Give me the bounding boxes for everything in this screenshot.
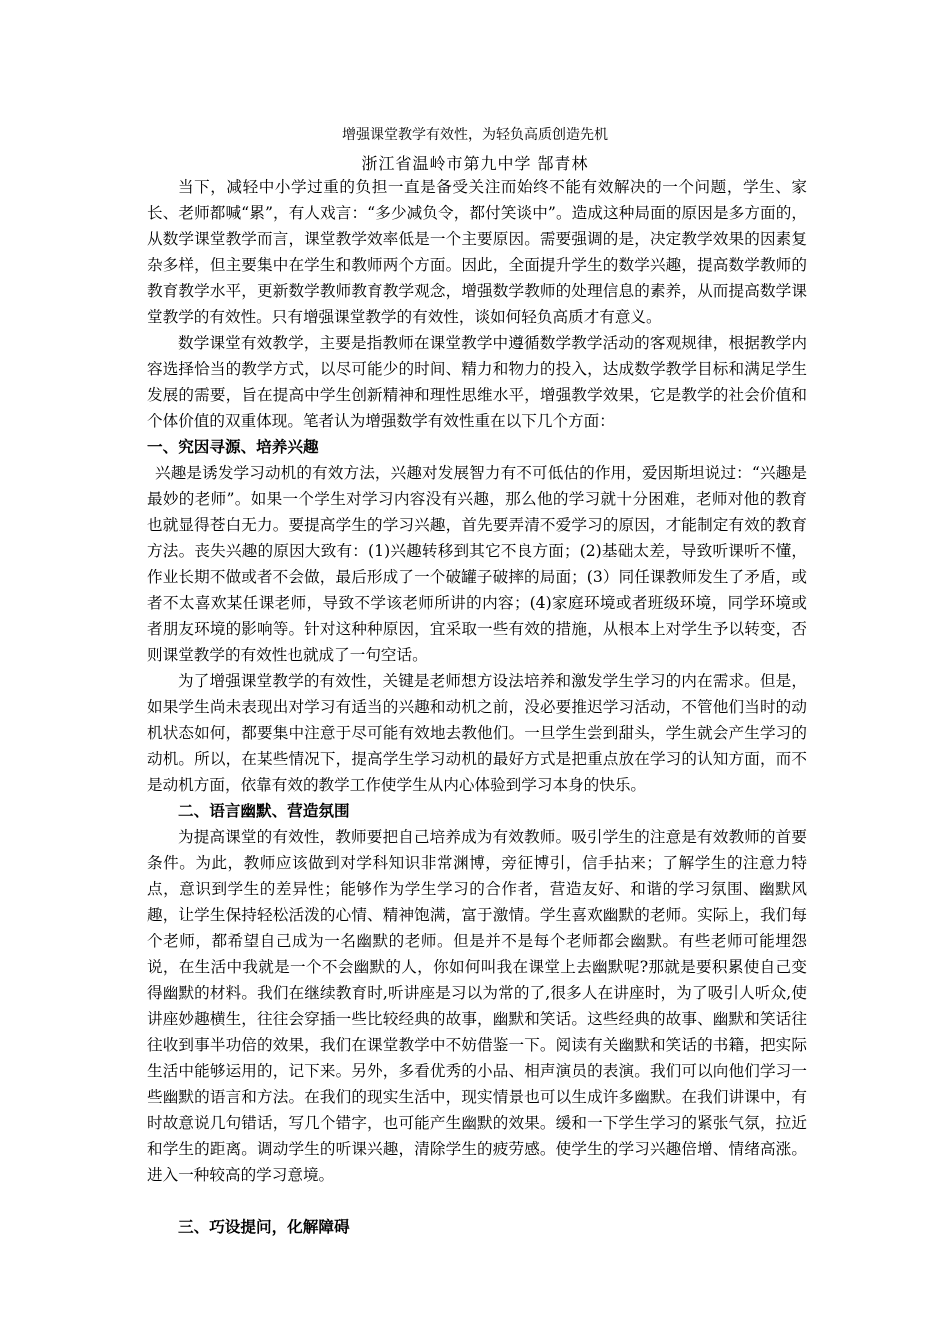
paragraph-motivation: 为了增强课堂教学的有效性，关键是老师想方设法培养和激发学生学习的内在需求。但是，如果学生尚未表现出对学习有适当的兴趣和动机之前，没必要推迟学习活动，不管他们当时的动机状态如何，都要集中注意于尽可能有效地去教他们。一旦学生尝到甜头，学生就会产生学习的动机。所以，在某些情况下，提高学生学习动机的最好方式是把重点放在学习的认知方面，而不是动机方面，依靠有效的教学工作使学生从内心体验到学习本身的快乐。 — [147, 672, 807, 794]
section-heading-3: 三、巧设提问，化解障碍 — [178, 1217, 350, 1236]
section-heading-2: 二、语言幽默、营造氛围 — [178, 801, 350, 820]
document-title: 增强课堂教学有效性，为轻负高质创造先机 — [342, 127, 608, 143]
section-heading-1: 一、究因寻源、培养兴趣 — [147, 437, 319, 456]
paragraph-definition: 数学课堂有效教学，主要是指教师在课堂教学中遵循数学教学活动的客观规律，根据教学内容选择恰当的教学方式，以尽可能少的时间、精力和物力的投入，达成数学教学目标和满足学生发展的需要，旨在提高中学生创新精神和理性思维水平，增强教学效果，它是教学的社会价值和个体价值的双重体现。笔者认为增强数学有效性重在以下几个方面： — [147, 334, 807, 430]
document-body — [147, 174, 807, 1240]
paragraph-humor: 为提高课堂的有效性，教师要把自己培养成为有效教师。吸引学生的注意是有效教师的首要条件。为此，教师应该做到对学科知识非常渊博，旁征博引，信手拈来；了解学生的注意力特点，意识到学生的差异性；能够作为学生学习的合作者，营造友好、和谐的学习氛围、幽默风趣，让学生保持轻松活泼的心情、精神饱满，富于激情。学生喜欢幽默的老师。实际上，我们每个老师，都希望自己成为一名幽默的老师。但是并不是每个老师都会幽默。有些老师可能埋怨说，在生活中我就是一个不会幽默的人，你如何叫我在课堂上去幽默呢?那就是要积累使自己变得幽默的材料。我们在继续教育时,听讲座是习以为常的了,很多人在讲座时，为了吸引人听众,使讲座妙趣横生，往往会穿插一些比较经典的故事，幽默和笑话。这些经典的故事、幽默和笑话往往收到事半功倍的效果，我们在课堂教学中不妨借鉴一下。阅读有关幽默和笑话的书籍，把实际生活中能够运用的，记下来。另外，多看优秀的小品、相声演员的表演。我们可以向他们学习一些幽默的语言和方法。在我们的现实生活中，现实情景也可以生成许多幽默。在我们讲课中，有时故意说几句错话，写几个错字，也可能产生幽默的效果。缓和一下学生学习的紧张气氛，拉近和学生的距离。调动学生的听课兴趣，清除学生的疲劳感。使学生的学习兴趣倍增、情绪高涨。进入一种较高的学习意境。 — [147, 828, 807, 1184]
paragraph-interest: 兴趣是诱发学习动机的有效方法，兴趣对发展智力有不可低估的作用，爱因斯坦说过：“兴趣是最妙的老师”。如果一个学生对学习内容没有兴趣，那么他的学习就十分困难，老师对他的教育也就显得苍白无力。要提高学生的学习兴趣，首先要弄清不爱学习的原因，才能制定有效的教育方法。丧失兴趣的原因大致有：(1)兴趣转移到其它不良方面；(2)基础太差，导致听课听不懂，作业长期不做或者不会做，最后形成了一个破罐子破摔的局面；(3）同任课教师发生了矛盾，或者不太喜欢某任课老师，导致不学该老师所讲的内容；(4)家庭环境或者班级环境，同学环境或者朋友环境的影响等。针对这种种原因，宜采取一些有效的措施，从根本上对学生予以转变，否则课堂教学的有效性也就成了一句空话。 — [147, 464, 807, 664]
blank-line — [147, 1188, 807, 1214]
paragraph-intro: 当下，减轻中小学过重的负担一直是备受关注而始终不能有效解决的一个问题，学生、家长、老师都喊“累”，有人戏言：“多少减负令，都付笑谈中”。造成这种局面的原因是多方面的，从数学课堂教学而言，课堂教学效率低是一个主要原因。需要强调的是，决定教学效果的因素复杂多样，但主要集中在学生和教师两个方面。因此，全面提升学生的数学兴趣，提高数学教师的教育教学水平，更新数学教师教育教学观念，增强数学教师的处理信息的素养，从而提高数学课堂教学的有效性。只有增强课堂教学的有效性，谈如何轻负高质才有意义。 — [147, 178, 807, 326]
author-line: 浙江省温岭市第九中学 郜青林 — [361, 154, 589, 173]
